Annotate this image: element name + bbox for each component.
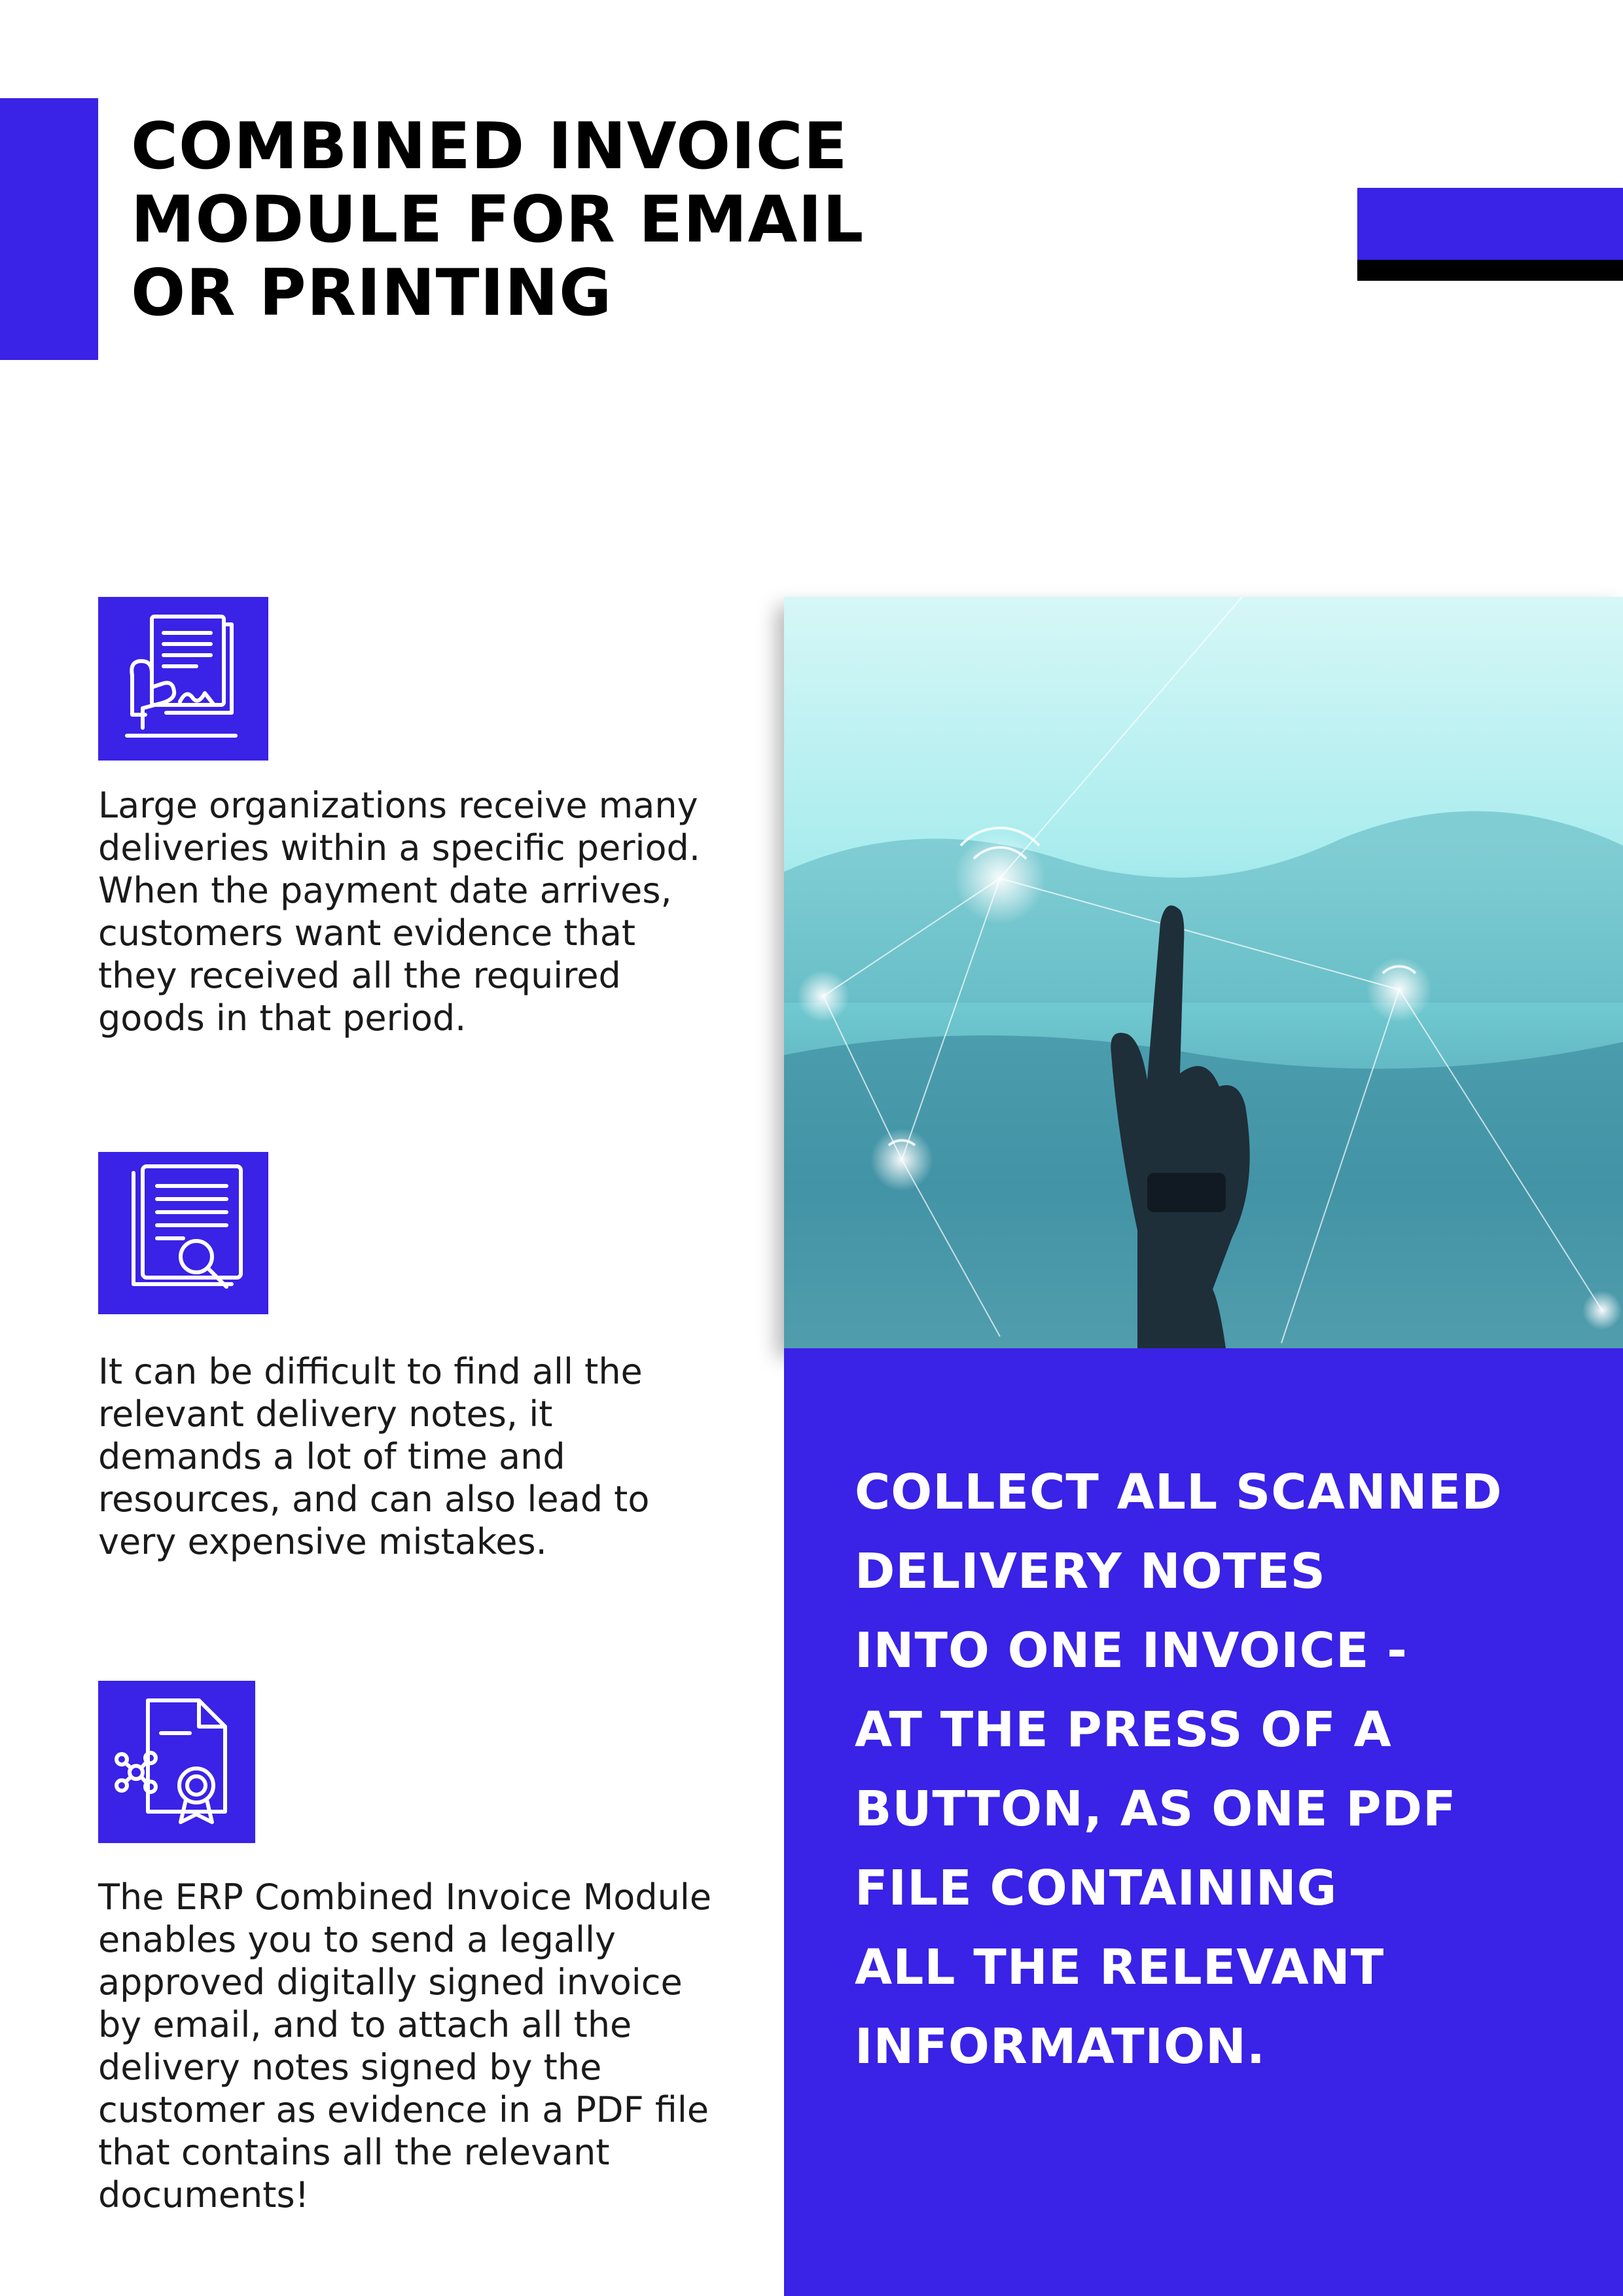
document-search-icon: [98, 1152, 268, 1314]
hand-document-sign-icon: [98, 597, 268, 761]
highlight-line: COLLECT ALL SCANNED: [855, 1464, 1503, 1520]
title-line: OR PRINTING: [131, 256, 613, 331]
highlight-line: DELIVERY NOTES: [855, 1543, 1326, 1600]
title-line: COMBINED INVOICE: [131, 109, 848, 184]
highlight-line: ALL THE RELEVANT: [855, 1939, 1385, 1996]
header-accent-black: [1357, 260, 1623, 281]
section-1-text: Large organizations receive many deliveries within a specific period. When the payment date arrives, customers want evidence that they received all the required goods in that period.: [98, 785, 701, 1039]
document-certificate-network-icon: [98, 1681, 255, 1843]
highlight-line: BUTTON, AS ONE PDF: [855, 1781, 1457, 1837]
section-2-text: It can be difficult to find all the relevant delivery notes, it demands a lot of time and resources, and can also lead to very expensive mistakes.: [98, 1351, 650, 1562]
header-accent-blue: [1357, 188, 1623, 260]
highlight-line: INFORMATION.: [855, 2018, 1266, 2075]
hero-photo: [784, 597, 1623, 1348]
page-title: [131, 110, 949, 330]
highlight-line: INTO ONE INVOICE -: [855, 1623, 1408, 1679]
highlight-text: [855, 1453, 1588, 2087]
title-line: MODULE FOR EMAIL: [131, 183, 865, 257]
highlight-line: FILE CONTAINING: [855, 1860, 1338, 1916]
left-accent-bar: [0, 98, 98, 360]
section-3-text: The ERP Combined Invoice Module enables you to send a legally approved digitally signed invoice by email, and to attach all the delivery notes signed by the customer as evidence in a PDF file that contains all the relevant documents!: [98, 1876, 712, 2215]
highlight-panel: [784, 1348, 1623, 2296]
highlight-line: AT THE PRESS OF A: [855, 1702, 1392, 1758]
